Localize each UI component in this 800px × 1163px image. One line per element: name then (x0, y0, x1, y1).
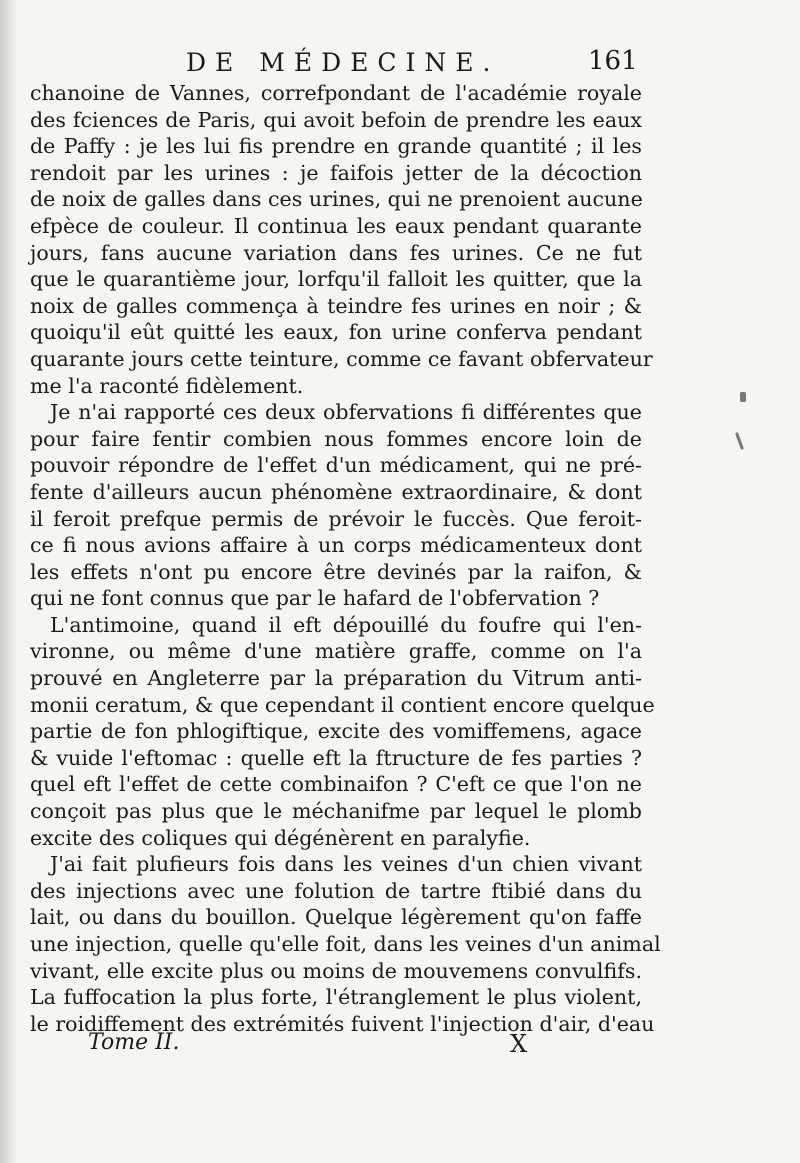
body-text (30, 80, 661, 1037)
page-gutter-shadow (0, 0, 18, 1163)
text-line: quel eft l'effet de cette combinaifon ? C'eft ce que l'on ne (30, 772, 642, 797)
page-number: 161 (588, 46, 638, 76)
running-head (186, 44, 656, 84)
text-line: monii ceratum, & que cependant il contient encore quelque (30, 692, 655, 717)
text-line: efpèce de couleur. Il continua les eaux pendant quarante (30, 213, 642, 238)
text-line: le roidiffement des extrémités fuivent l'injection d'air, d'eau (30, 1011, 655, 1036)
text-line: fente d'ailleurs aucun phénomène extraordinaire, & dont (30, 479, 642, 504)
text-line: vivant, elle excite plus ou moins de mouvemens convulfifs. (30, 958, 642, 983)
text-line: les effets n'ont pu encore être devinés par la raifon, & (30, 559, 642, 584)
text-line: des fciences de Paris, qui avoit befoin de prendre les eaux (30, 107, 642, 132)
text-line: excite des coliques qui dégénèrent en paralyfie. (30, 825, 531, 850)
text-line: lait, ou dans du bouillon. Quelque légèrement qu'on faffe (30, 905, 642, 930)
text-line: La fuffocation la plus forte, l'étranglement le plus violent, (30, 985, 642, 1010)
text-line: quarante jours cette teinture, comme ce favant obfervateur (30, 346, 653, 371)
text-line: que le quarantième jour, lorfqu'il falloit les quitter, que la (30, 267, 642, 292)
text-line: L'antimoine, quand il eft dépouillé du foufre qui l'en- (50, 612, 642, 637)
text-line: des injections avec une folution de tartre ftibié dans du (30, 878, 642, 903)
text-line: vironne, ou même d'une matière graffe, comme on l'a (30, 639, 642, 664)
page-speck (740, 392, 746, 402)
page-speck (735, 432, 744, 450)
paragraph (30, 851, 661, 1037)
page-footer (88, 1030, 548, 1070)
text-line: de Paffy : je les lui fis prendre en grande quantité ; il les (30, 134, 642, 159)
text-line: prouvé en Angleterre par la préparation du Vitrum anti- (30, 666, 642, 691)
text-line: quoiqu'il eût quitté les eaux, fon urine conferva pendant (30, 320, 642, 345)
text-line: me l'a raconté fidèlement. (30, 373, 304, 398)
text-line: rendoit par les urines : je faifois jetter de la décoction (30, 160, 642, 185)
text-line: conçoit pas plus que le méchanifme par lequel le plomb (30, 799, 642, 824)
text-line: pour faire fentir combien nous fommes encore loin de (30, 426, 642, 451)
text-line: une injection, quelle qu'elle foit, dans les veines d'un animal (30, 932, 661, 956)
text-line: partie de fon phlogiftique, excite des vomiffemens, agace (30, 719, 642, 744)
text-line: & vuide l'eftomac : quelle eft la ftructure de fes parties ? (30, 745, 642, 770)
text-line: ce fi nous avions affaire à un corps médicamenteux dont (30, 533, 642, 558)
signature-mark: X (510, 1030, 528, 1058)
text-line: qui ne font connus que par le hafard de l'obfervation ? (30, 586, 600, 611)
paragraph (30, 80, 653, 399)
text-line: Je n'ai rapporté ces deux obfervations fi différentes que (50, 400, 642, 425)
text-line: de noix de galles dans ces urines, qui ne prenoient aucune (30, 187, 643, 212)
text-line: chanoine de Vannes, correfpondant de l'académie royale (30, 81, 642, 105)
running-head-title: DE MÉDECINE. (186, 48, 500, 77)
volume-label: Tome II. (88, 1030, 180, 1055)
text-line: J'ai fait plufieurs fois dans les veines d'un chien vivant (50, 852, 642, 877)
text-line: pouvoir répondre de l'effet d'un médicament, qui ne pré- (30, 453, 642, 478)
text-line: il feroit prefque permis de prévoir le fuccès. Que feroit- (30, 506, 642, 531)
paragraph (30, 399, 642, 612)
text-line: noix de galles commença à teindre fes urines en noir ; & (30, 293, 642, 318)
text-line: jours, fans aucune variation dans fes urines. Ce ne fut (30, 240, 642, 265)
paragraph (30, 612, 655, 851)
